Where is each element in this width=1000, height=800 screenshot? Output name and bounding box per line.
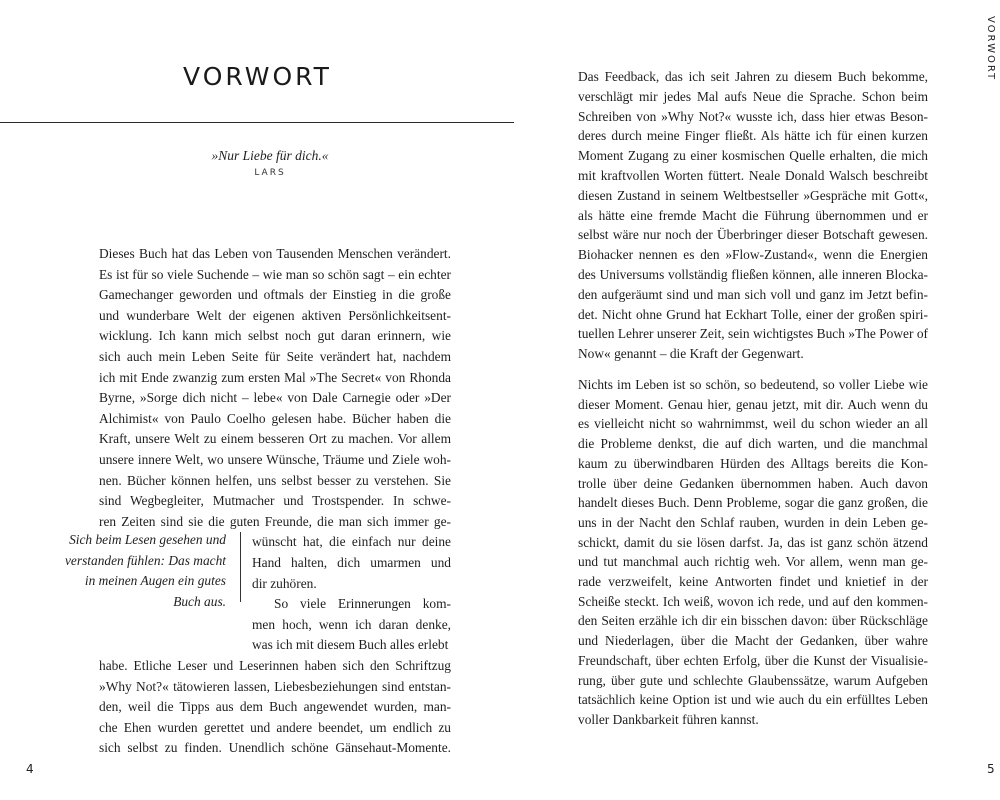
- text-line: Dieses Buch hat das Leben von Tausenden Menschen verändert.: [99, 246, 451, 261]
- text-line: den, weil die Tipps aus dem Buch angewendet wurden, man-: [99, 699, 451, 714]
- page-number-right: 5: [987, 762, 995, 776]
- text-line: habe. Etliche Leser und Leserinnen haben sich den Schriftzug: [99, 658, 451, 673]
- text-line: »Why Not?« tätowieren lassen, Liebesbeziehungen sind entstan-: [99, 679, 451, 694]
- text-line: diesen Zustand in seinem Weltbestseller »Gespräche mit Gott«,: [578, 188, 928, 203]
- text-line: Nichts im Leben ist so schön, so bedeutend, so voller Liebe wie: [578, 377, 928, 392]
- text-line: sich auch mein Leben Seite für Seite verändert hat, nachdem: [99, 349, 451, 364]
- text-line: dieser Moment. Genau hier, genau jetzt, mit dir. Auch wenn du: [578, 397, 928, 412]
- text-line: Gamechanger geworden und oftmals der Einstieg in die große: [99, 287, 451, 302]
- text-line: was ich mit diesem Buch alles erlebt: [252, 637, 449, 652]
- text-line: schickt, damit du sie lösen darfst. Ja, das ist ganz schön ätzend: [578, 535, 928, 550]
- text-line: des Universums vollständig fließen können, alle inneren Blocka-: [578, 267, 928, 282]
- text-line: wicklung. Ich kann mich selbst noch gut daran erinnern, wie: [99, 328, 451, 343]
- text-line: Das Feedback, das ich seit Jahren zu diesem Buch bekomme,: [578, 69, 928, 84]
- text-line: verschlägt mir jedes Mal aufs Neue die Sprache. Schon beim: [578, 89, 928, 104]
- running-head: VORWORT: [985, 16, 996, 82]
- sidenote-line: Sich beim Lesen gesehen und: [69, 532, 226, 547]
- text-line: wünscht hat, die einfach nur deine: [252, 534, 451, 549]
- page-number-left: 4: [26, 762, 34, 776]
- text-line: und tut manchmal auch richtig weh. Vor allem, wenn man ge-: [578, 554, 928, 569]
- text-line: Scheiße steckt. Ich weiß, wovon ich rede, und auf den kommen-: [578, 594, 928, 609]
- text-line: ich mit Ende zwanzig zum ersten Mal »The Secret« von Rhonda: [99, 370, 451, 385]
- text-line: rade verzweifelt, keine Antworten findet und knietief in der: [578, 574, 928, 589]
- text-line: den aufgeräumt sind und man sich voll und ganz im Jetzt befin-: [578, 287, 928, 302]
- epigraph-author: LARS: [254, 168, 286, 178]
- text-line: deres durch meine Finger fließt. Als hätte ich für einen kurzen: [578, 128, 928, 143]
- text-line: tatsächlich keine Option ist und wie auch du ein erfülltes Leben: [578, 692, 928, 707]
- sidenote-line: verstanden fühlen: Das macht: [64, 553, 226, 568]
- sidenote-line: Buch aus.: [173, 594, 226, 609]
- text-line: Alchimist« von Paulo Coelho gelesen habe. Bücher haben die: [99, 411, 451, 426]
- text-line: So viele Erinnerungen kom-: [274, 596, 451, 611]
- text-line: Kraft, unsere Welt zu einem besseren Ort zu machen. Vor allem: [99, 431, 451, 446]
- text-line: trolle über deine Gedanken übernommen haben. Auch davon: [578, 476, 928, 491]
- text-line: Es ist für so viele Suchende – wie man so schön sagt – ein echter: [99, 267, 451, 282]
- text-line: det. Nicht ohne Grund hat Eckhart Tolle, einer der großen spiri-: [578, 307, 928, 322]
- text-line: den Seiten erzähle ich dir ein bisschen davon: über Rückschläge: [578, 613, 928, 628]
- text-line: che Ehen wurden gerettet und andere beendet, um endlich zu: [99, 720, 451, 735]
- chapter-title: VORWORT: [183, 62, 332, 91]
- text-line: Schreiben von »Why Not?« wusste ich, dass hier etwas Beson-: [578, 109, 928, 124]
- text-line: und Niederlagen, über die Macht der Gedanken, über wahre: [578, 633, 928, 648]
- text-line: es vielleicht nicht so wahrnimmst, weil du schon wieder an all: [578, 416, 928, 431]
- text-line: tuellen Lehrer unserer Zeit, sein wichtigstes Buch »The Power of: [578, 326, 928, 341]
- sidenote-line: in meinen Augen ein gutes: [84, 573, 226, 588]
- text-line: dir zuhören.: [252, 576, 317, 591]
- text-line: Biohacker nennen es den »Flow-Zustand«, wenn die Energien: [578, 247, 928, 262]
- text-line: voller Dankbarkeit führen kannst.: [578, 712, 759, 727]
- text-line: uns in der Nacht den Schlaf rauben, wurden in dein Leben ge-: [578, 515, 928, 530]
- text-line: nen. Bücher können helfen, uns selbst besser zu verstehen. Sie: [99, 473, 451, 488]
- text-line: Freundschaft, über echten Erfolg, über die Kunst der Visualisie-: [578, 653, 928, 668]
- text-line: Moment Zugang zu einer kosmischen Quelle erhalten, die mich: [578, 148, 928, 163]
- title-divider: [0, 122, 514, 123]
- pull-quote-rule: [240, 532, 241, 602]
- text-line: rung, über gute und schlechte Glaubenssätze, warum Aufgeben: [578, 673, 928, 688]
- text-line: ren Zeiten sind sie die guten Freunde, die man sich immer ge-: [99, 514, 451, 529]
- text-line: sich selbst zu finden. Unendlich schöne Gänsehaut-Momente.: [99, 740, 451, 755]
- text-line: und wunderbare Welt der eigenen aktiven Persönlichkeitsent-: [99, 308, 451, 323]
- text-line: die Probleme denkst, die auf dich warten, und die manchmal: [578, 436, 928, 451]
- text-line: selbst wäre nur noch der Überbringer dieser Botschaft gewesen.: [578, 227, 928, 242]
- text-line: als hätte eine fremde Macht die Führung übernommen und er: [578, 208, 928, 223]
- text-line: kaum zu überwindbaren Hürden des Alltags bereits die Kon-: [578, 456, 928, 471]
- text-line: handelt dieses Buch. Denn Probleme, sogar die ganz großen, die: [578, 495, 928, 510]
- text-line: Now« genannt – die Kraft der Gegenwart.: [578, 346, 804, 361]
- text-line: Hand halten, dich umarmen und: [252, 555, 451, 570]
- text-line: unsere innere Welt, wo unsere Wünsche, Träume und Ziele woh-: [99, 452, 451, 467]
- epigraph-quote: »Nur Liebe für dich.«: [211, 148, 329, 163]
- text-line: mit kraftvollen Worten füttert. Neale Donald Walsch beschreibt: [578, 168, 928, 183]
- text-line: Byrne, »Sorge dich nicht – lebe« von Dale Carnegie oder »Der: [99, 390, 451, 405]
- text-line: sind Wegbegleiter, Mutmacher und Trostspender. In schwe-: [99, 493, 451, 508]
- text-line: men hoch, wenn ich daran denke,: [252, 617, 451, 632]
